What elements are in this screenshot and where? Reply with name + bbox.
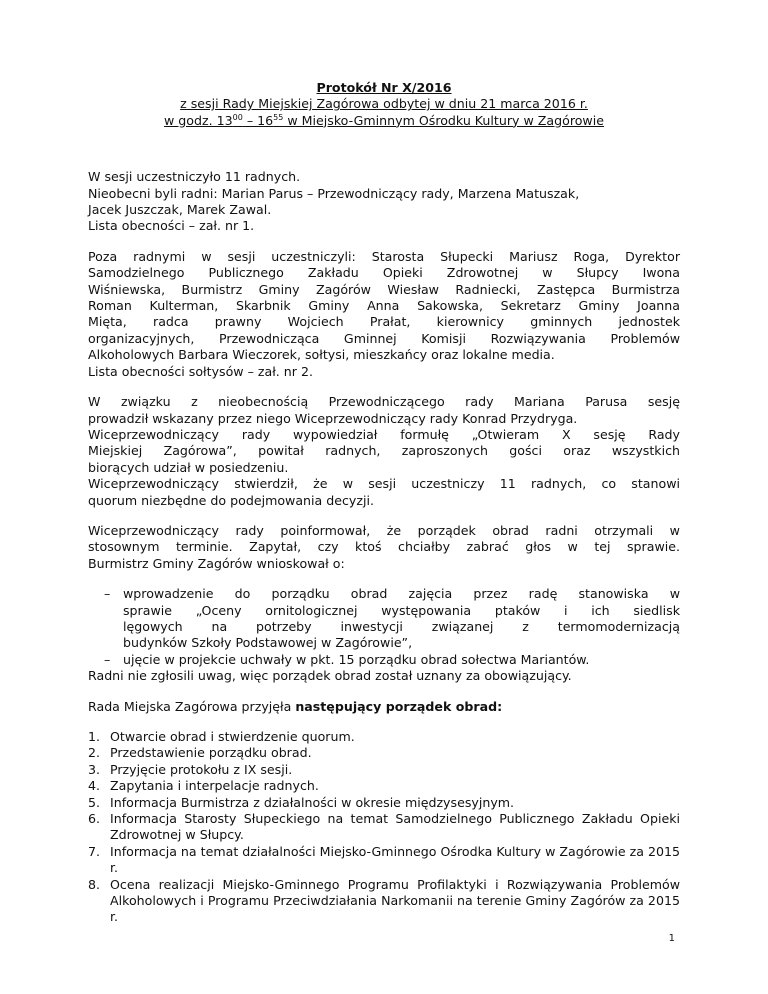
agenda-intro: Rada Miejska Zagórowa przyjęła następujący porządek obrad: [88, 698, 503, 714]
list-item: 2. Przedstawienie porządku obrad. [88, 745, 312, 761]
list-item: 7. Informacja na temat działalności Miejsko-Gminnego Ośrodka Kultury w Zagórowie za 2015 r. [88, 843, 680, 876]
motion-list [88, 586, 680, 668]
session-subtitle: z sesji Rady Miejskiej Zagórowa odbytej w dniu 21 marca 2016 r. [180, 96, 588, 112]
list-item: 3. Przyjęcie protokołu z IX sesji. [88, 761, 293, 777]
session-time-place: w godz. $13^{00} - 16^{55}$ w Miejsko-Gminnym Ośrodku Kultury w Zagórowie [164, 112, 604, 128]
attendance-paragraph: W sesji uczestniczyło 11 radnych. Nieobecni byli radni: Marian Parus – Przewodniczący rady, Marzena Matuszak, Jacek Juszczak, Marek Zawal. Lista obecności – zał. nr 1. [88, 169, 580, 234]
list-item: – ujęcie w projekcie uchwały w pkt. 15 porządku obrad sołectwa Mariantów. [104, 651, 590, 667]
document-page: Protokół Nr X/2016 z sesji Rady Miejskiej Zagórowa odbytej w dniu 21 marca 2016 r. w godz. $13^{00} - 16^{55}$ w Miejsko-Gminnym Ośrodku Kultury w Zagórowie W sesji uczestniczyło 11 radnych. Nieobecni byli radni: Marian Parus – Przewodniczący rady, Marzena Matuszak, Jacek Juszczak, Marek Zawal. Lista obecności – zał. nr 1. Poza radnymi w sesji uczestniczyli: Starosta Słupecki Mariusz Roga, Dyrektor Samodzielnego Publicznego Zakładu Opieki Zdrowotnej w Słupcy Iwona Wiśniewska, Burmistrz Gminy Zagórów Wiesław Radniecki, Zastępca Burmistrza Roman Kulterman, Skarbnik Gminy Anna Sakowska, Sekretarz Gminy Joanna Mięta, radca prawny Wojciech Prałat, kierownicy gminnych jednostek organizacyjnych, Przewodnicząca Gminnej Komisji Rozwiązywania Problemów Alkoholowych Barbara Wieczorek, sołtysi, mieszkańcy oraz lokalne media. Lista obecności sołtysów – zał. nr 2. W związku z nieobecnością Przewodniczącego rady Mariana Parusa sesję prowadził wskazany przez niego Wiceprzewodniczący rady Konrad Przydryga. Wiceprzewodniczący rady wypowiedział formułę „Otwieram X sesję Rady Miejskiej Zagórowa”, powitał radnych, zaproszonych gości oraz wszystkich biorących udział w posiedzeniu. Wiceprzewodniczący stwierdził, że w sesji uczestniczy 11 radnych, co stanowi quorum niezbędne do podejmowania decyzji. Wiceprzewodniczący rady poinformował, że porządek obrad radni otrzymali w stosownym terminie. Zapytał, czy ktoś chciałby zabrać głos w tej sprawie. Burmistrz Gminy Zagórów wnioskował o: – wprowadzenie do porządku obrad zajęcia przez radę stanowiska w sprawie „Oceny ornitologicznej występowania ptaków i ich siedlisk lęgowych na potrzeby inwestycji związanej z termomodernizacją budynków Szkoły Podstawowej w Zagórowie”, – ujęcie w projekcie uchwały w pkt. 15 porządku obrad sołectwa Mariantów. Radni nie zgłosili uwag, więc porządek obrad został uznany za obowiązujący. Rada Miejska Zagórowa przyjęła następujący porządek obrad: 1. Otwarcie obrad i stwierdzenie quorum. 2. Przedstawienie porządku obrad. 3. Przyjęcie protokołu z IX sesji. 4. Zapytania i interpelacje radnych. 5. Informacja Burmistrza z działalności w okresie międzysesyjnym. 6. Informacja Starosty Słupeckiego na temat Samodzielnego Publicznego Zakładu Opieki Zdrowotnej w Słupcy. 7. Informacja na temat działalności Miejsko-Gminnego Ośrodka Kultury w Zagórowie za 2015 r. 8. Ocena realizacji Miejsko-Gminnego Programu Profilaktyki i Rozwiązywania Problemów Alkoholowych i Programu Przeciwdziałania Narkomanii na terenie Gminy Zagórów za 2015 r. [88, 80, 680, 925]
document-header [88, 80, 680, 129]
list-item: 4. Zapytania i interpelacje radnych. [88, 778, 319, 794]
protocol-title: Protokół Nr X/2016 [316, 80, 452, 95]
list-item: – wprowadzenie do porządku obrad zajęcia przez radę stanowiska w sprawie „Oceny ornitologicznej występowania ptaków i ich siedlisk lęgowych na potrzeby inwestycji związanej z termomodernizacją budynków Szkoły Podstawowej w Zagórowie”, [104, 586, 680, 651]
opening-paragraph: W związku z nieobecnością Przewodniczącego rady Mariana Parusa sesję prowadził wskazany przez niego Wiceprzewodniczący rady Konrad Przydryga. Wiceprzewodniczący rady wypowiedział formułę „Otwieram X sesję Rady Miejskiej Zagórowa”, powitał radnych, zaproszonych gości oraz wszystkich biorących udział w posiedzeniu. Wiceprzewodniczący stwierdził, że w sesji uczestniczy 11 radnych, co stanowi quorum niezbędne do podejmowania decyzji. [88, 394, 680, 508]
page-number: 1 [668, 933, 675, 944]
agenda-list [88, 729, 680, 926]
list-item: 6. Informacja Starosty Słupeckiego na temat Samodzielnego Publicznego Zakładu Opieki Zdrowotnej w Słupcy. [88, 811, 680, 843]
list-item: 1. Otwarcie obrad i stwierdzenie quorum. [88, 729, 355, 744]
agenda-info-paragraph: Wiceprzewodniczący rady poinformował, że porządek obrad radni otrzymali w stosownym terminie. Zapytał, czy ktoś chciałby zabrać głos w tej sprawie. Burmistrz Gminy Zagórów wnioskował o: [88, 522, 680, 571]
guests-paragraph: Poza radnymi w sesji uczestniczyli: Starosta Słupecki Mariusz Roga, Dyrektor Samodzielnego Publicznego Zakładu Opieki Zdrowotnej w Słupcy Iwona Wiśniewska, Burmistrz Gminy Zagórów Wiesław Radniecki, Zastępca Burmistrza Roman Kulterman, Skarbnik Gminy Anna Sakowska, Sekretarz Gminy Joanna Mięta, radca prawny Wojciech Prałat, kierownicy gminnych jednostek organizacyjnych, Przewodnicząca Gminnej Komisji Rozwiązywania Problemów Alkoholowych Barbara Wieczorek, sołtysi, mieszkańcy oraz lokalne media. Lista obecności sołtysów – zał. nr 2. [88, 248, 680, 379]
list-item: 5. Informacja Burmistrza z działalności w okresie międzysesyjnym. [88, 794, 515, 810]
list-item: 8. Ocena realizacji Miejsko-Gminnego Programu Profilaktyki i Rozwiązywania Problemów Alkoholowych i Programu Przeciwdziałania Narkomanii na terenie Gminy Zagórów za 2015 r. [88, 876, 680, 925]
